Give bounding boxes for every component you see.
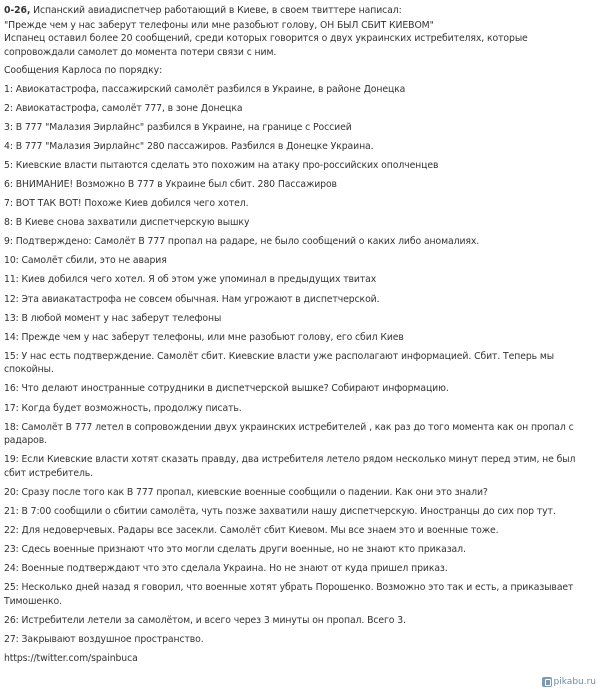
message-item: 27: Закрывают воздушное пространство.	[4, 633, 204, 645]
message-item: 10: Самолёт сбили, это не авария	[4, 255, 167, 267]
message-item: 17: Когда будет возможность, продолжу писать.	[4, 402, 242, 414]
quote-line: "Прежде чем у нас заберут телефоны или мне разобьют голову, ОН БЫЛ СБИТ КИЕВОМ"	[4, 19, 434, 31]
message-item: 23: Сдесь военные признают что это могли сделать други военные, но не знают кто приказал.	[4, 544, 466, 556]
message-item: 14: Прежде чем у нас заберут телефоны, или мне разобьют голову, его сбил Киев	[4, 331, 404, 343]
message-item: 15: У нас есть подтверждение. Самолёт сбит. Киевские власти уже располагают информацией. Сбит. Теперь мы спокойны.	[4, 350, 555, 376]
message-item: 9: Подтверждено: Самолёт В 777 пропал на радаре, не было сообщений о каких либо аномалиях.	[4, 236, 480, 248]
message-item: 21: В 7:00 сообщили о сбитии самолёта, чуть позже захватили нашу диспетчерскую. Иностранцы до сих пор тут.	[4, 505, 556, 517]
watermark-text: pikabu.ru	[553, 677, 596, 687]
message-item: 24: Военные подтверждают что это сделала Украина. Но не знают от куда пришел приказ.	[4, 563, 448, 575]
message-item: 2: Авиокатастрофа, самолёт 777, в зоне Донецка	[4, 102, 243, 114]
message-item: 13: В любой момент у нас заберут телефоны	[4, 312, 222, 324]
message-item: 25: Несколько дней назад я говорил, что военные хотят убрать Порошенко. Возможно это так и есть, а приказывает Тимошенко.	[4, 582, 574, 607]
intro-line	[4, 4, 594, 18]
message-item: 7: ВОТ ТАК ВОТ! Похоже Киев добился чего хотел.	[4, 198, 249, 210]
source-link[interactable]: https://twitter.com/spainbuca	[4, 653, 138, 665]
list-title: Сообщения Карлоса по порядку:	[4, 65, 163, 76]
message-list	[4, 83, 594, 647]
intro-text: Испанский авиадиспетчер работающий в Киеве, в своем твиттере написал:	[33, 5, 402, 16]
message-item: 16: Что делают иностранные сотрудники в диспетчерской вышке? Собирают информацию.	[4, 383, 449, 395]
message-item: 18: Самолёт В 777 летел в сопровождении двух украинских истребителей , как раз до того момента как он пропал с радаров.	[4, 421, 574, 447]
message-item: 19: Если Киевские власти хотят сказать правду, два истребителя летело рядом несколько минут перед этим, не был сбит истребитель.	[4, 454, 576, 479]
message-item: 4: В 777 "Малазия Эирлайнс" 280 пассажиров. Разбился в Донецке Украина.	[4, 140, 374, 152]
message-item: 6: ВНИМАНИЕ! Возможно В 777 в Украине был сбит. 280 Пассажиров	[4, 178, 337, 190]
message-item: 5: Киевские власти пытаются сделать это похожим на атаку про-российских ополченцев	[4, 159, 439, 171]
document-body	[4, 4, 594, 666]
message-item: 20: Сразу после того как В 777 пропал, киевские военные сообщили о падении. Как они это знали?	[4, 486, 488, 498]
post-date: 0-26,	[4, 5, 31, 16]
message-item: 11: Киев добился чего хотел. Я об этом уже упоминал в предыдущих твитах	[4, 274, 377, 286]
watermark	[542, 677, 596, 687]
message-item: 3: В 777 "Малазия Эирлайнс" разбился в Украине, на границе с Россией	[4, 121, 352, 133]
message-item: 26: Истребители летели за самолётом, и всего через 3 минуты он пропал. Всего 3.	[4, 614, 406, 626]
message-item: 12: Эта авиакатастрофа не совсем обычная. Нам угрожают в диспетчерской.	[4, 293, 380, 305]
message-item: 1: Авиокатастрофа, пассажирский самолёт разбился в Украине, в районе Донецка	[4, 83, 406, 95]
summary-paragraph: Испанец оставил более 20 сообщений, среди которых говорится о двух украинских истребителях, которые сопровождали самолет до момента потери связи с ним.	[4, 33, 528, 58]
pikabu-logo-icon	[542, 677, 552, 687]
message-item: 22: Для недоверчевых. Радары все засекли. Самолёт сбит Киевом. Мы все знаем это и военные тоже.	[4, 524, 499, 536]
message-item: 8: В Киеве снова захватили диспетчерскую вышку	[4, 217, 250, 229]
